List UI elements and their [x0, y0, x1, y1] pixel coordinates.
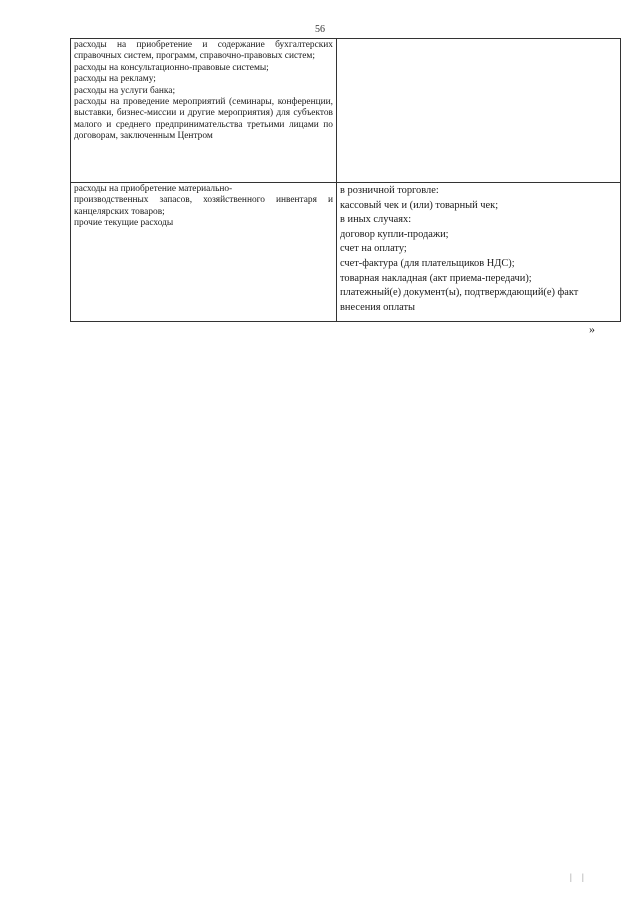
list-item-first-line: [74, 184, 333, 195]
list-item: счет-фактура (для плательщиков НДС);: [340, 257, 515, 269]
list-item: в иных случаях:: [340, 214, 412, 226]
list-item: договор купли-продажи;: [340, 228, 449, 240]
list-item: платежный(е) документ(ы), подтверждающий(е) факт внесения оплаты: [340, 287, 579, 313]
table-row: [71, 183, 621, 322]
list-item: кассовый чек и (или) товарный чек;: [340, 199, 499, 211]
list-item: в розничной торговле:: [340, 185, 439, 196]
table-row: [71, 39, 621, 183]
list-item: счет на оплату;: [340, 243, 407, 255]
expense-types-cell: [71, 39, 337, 183]
word: на: [109, 184, 119, 194]
closing-quote: »: [589, 322, 595, 336]
documents-cell: [337, 183, 621, 322]
list-item: расходы на консультационно-правовые системы;: [74, 62, 269, 73]
word: материально-: [178, 184, 233, 194]
list-item: расходы на проведение мероприятий (семинары, конференции, выставки, бизнес-миссии и другие мероприятия) для субъектов малого и среднего предпринимательства третьими лицами по договорам, заключенным Центром: [74, 97, 333, 142]
list-item: производственных запасов, хозяйственного инвентаря и канцелярских товаров;: [74, 195, 333, 217]
list-item: прочие текущие расходы: [74, 218, 174, 229]
word: приобретение: [120, 184, 177, 194]
expense-documents-table: [70, 38, 621, 322]
scan-mark: | |: [570, 872, 588, 882]
page-number: 56: [315, 24, 325, 35]
word: расходы: [74, 184, 107, 194]
expense-types-cell: [71, 183, 337, 322]
list-item: расходы на услуги банка;: [74, 85, 176, 96]
list-item: товарная накладная (акт приема-передачи);: [340, 272, 532, 284]
list-item: расходы на рекламу;: [74, 74, 156, 85]
list-item: расходы на приобретение и содержание бухгалтерских справочных систем, программ, справочно-правовых систем;: [74, 40, 333, 62]
documents-cell-empty: [337, 39, 621, 183]
